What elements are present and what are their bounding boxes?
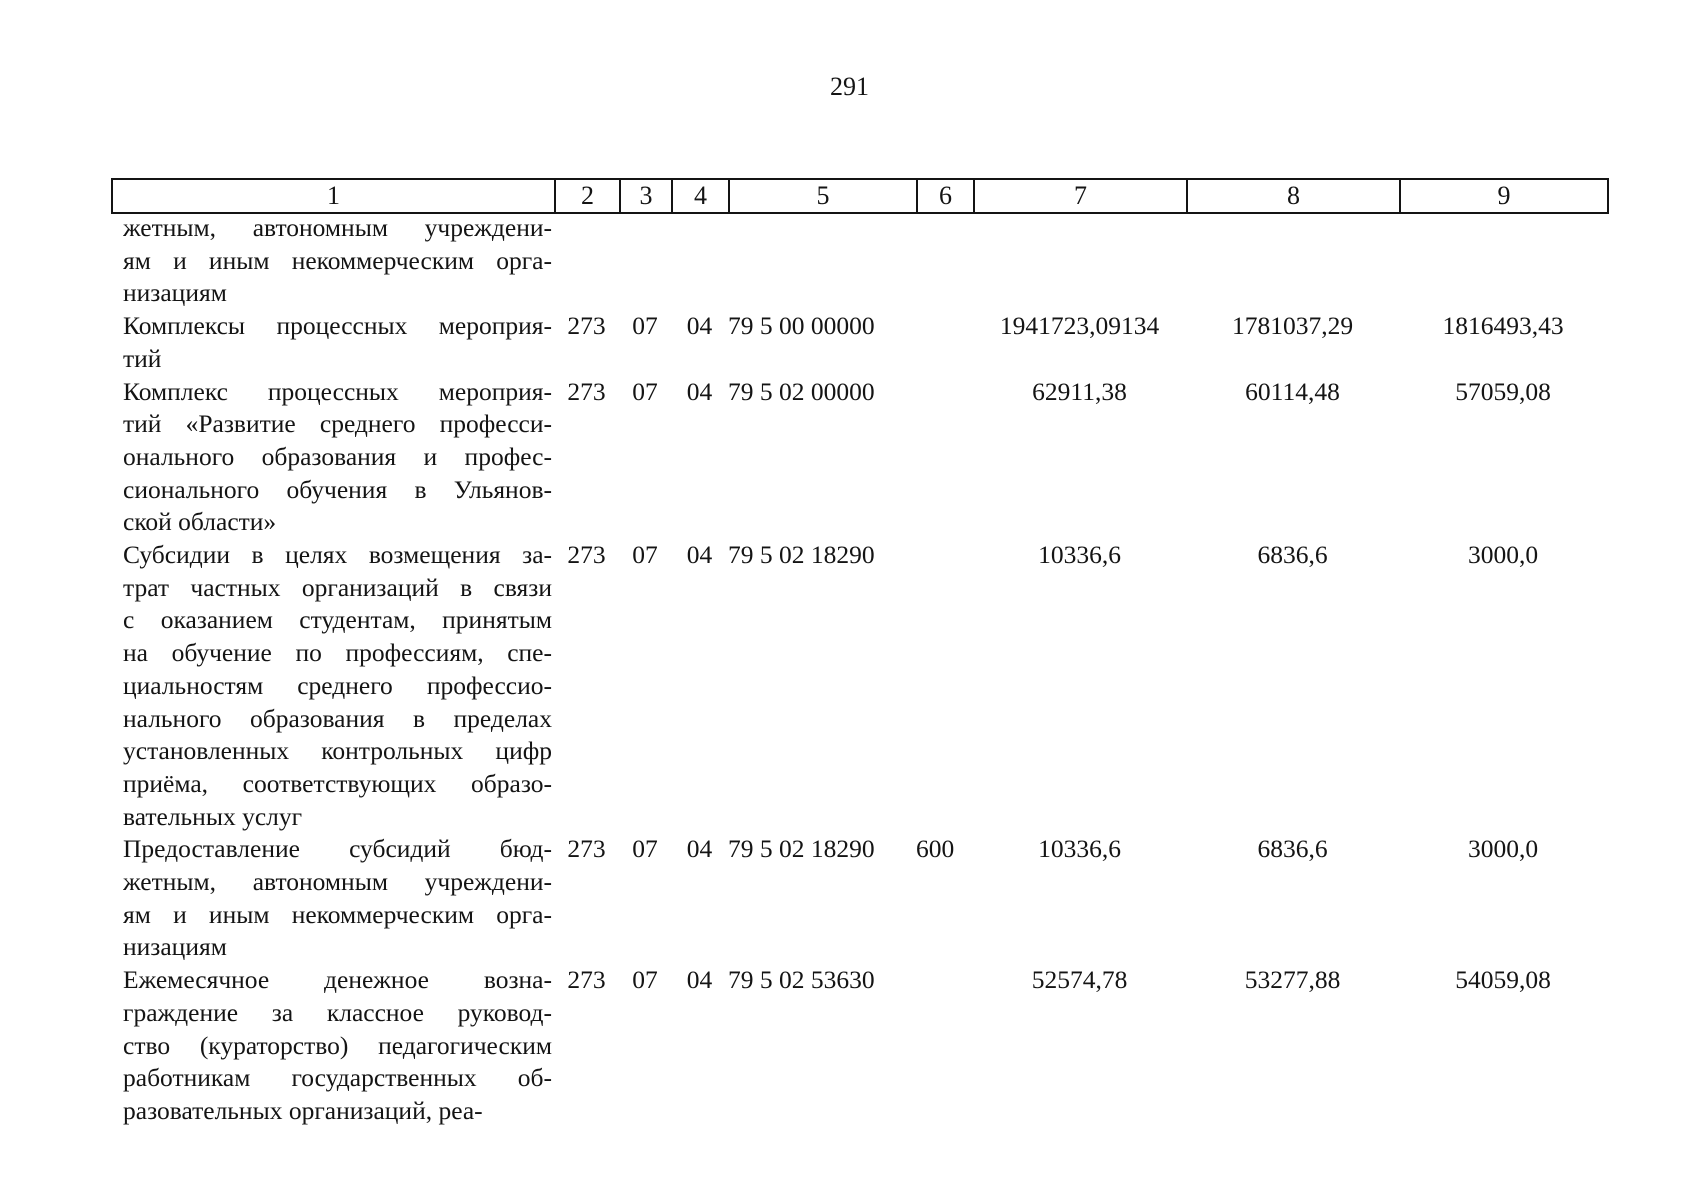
name-line: нального образования в пределах [123,703,552,733]
cell-code-6 [916,964,973,1128]
name-line: низациям [123,932,227,962]
cell-code-3: 07 [632,376,658,406]
cell-name [111,539,554,833]
cell-amount-9 [1399,212,1607,310]
cell-code-2: 273 [567,376,606,406]
cell-code-2: 273 [567,540,606,570]
name-line: трат частных организаций в связи [123,572,552,602]
header-col-5: 5 [729,179,917,213]
cell-code-5: 79 5 00 00000 [728,311,875,341]
name-line: ство (кураторство) педагогическим [123,1030,552,1060]
cell-code-6 [916,376,973,540]
cell-code-2: 273 [567,311,606,341]
cell-code-3: 07 [632,834,658,864]
name-line: работникам государственных об- [123,1063,552,1093]
name-line: онального образования и профес- [123,441,552,471]
cell-code-4: 04 [686,834,713,864]
header-col-3: 3 [620,179,672,213]
cell-name [111,310,554,375]
cell-code-6 [916,310,973,375]
cell-code-6 [916,212,973,310]
cell-code-5: 79 5 02 18290 [728,834,875,864]
cell-code-4: 04 [686,540,713,570]
cell-amount-7: 10336,6 [1038,834,1121,864]
cell-amount-8: 6836,6 [1257,540,1328,570]
cell-amount-9: 1816493,43 [1442,311,1564,341]
cell-code-2: 273 [567,965,606,995]
cell-code-6 [916,539,973,833]
header-col-7: 7 [974,179,1187,213]
cell-amount-8: 1781037,29 [1231,311,1354,341]
name-line: Субсидии в целях возмещения за- [123,540,552,570]
name-line: сионального обучения в Ульянов- [123,474,552,504]
cell-code-3: 07 [632,965,658,995]
cell-name [111,833,554,964]
table-row [111,310,1607,375]
cell-amount-8 [1186,212,1399,310]
cell-code-3: 07 [632,311,658,341]
cell-amount-7 [973,212,1186,310]
cell-code-5 [728,212,916,310]
cell-code-4: 04 [686,311,713,341]
cell-code-5: 79 5 02 00000 [728,376,875,406]
table-row [111,833,1607,964]
cell-code-2: 273 [567,834,606,864]
table-row [111,376,1607,540]
name-line: жетным, автономным учреждени- [123,213,552,242]
name-line: тий «Развитие среднего професси- [123,409,552,439]
name-line: Предоставление субсидий бюд- [123,834,552,864]
cell-amount-7: 62911,38 [1032,376,1127,406]
table-body [111,212,1607,1128]
header-row [112,179,1608,213]
budget-table [111,212,1607,1128]
name-line: разовательных организаций, реа- [123,1095,483,1125]
cell-amount-8: 6836,6 [1257,834,1328,864]
cell-code-3 [619,212,671,310]
cell-amount-8: 53277,88 [1244,965,1341,995]
header-col-9: 9 [1400,179,1608,213]
table-row [111,539,1607,833]
cell-code-3: 07 [632,540,658,570]
cell-name [111,376,554,540]
cell-amount-9: 57059,08 [1455,376,1551,406]
header-col-8: 8 [1187,179,1400,213]
name-line: приёма, соответствующих образо- [123,768,552,798]
name-line: с оказанием студентам, принятым [123,605,552,635]
cell-code-6: 600 [916,834,955,864]
name-line: Ежемесячное денежное возна- [123,965,552,995]
cell-code-4: 04 [686,965,713,995]
name-line: ям и иным некоммерческим орга- [123,245,552,275]
page-number: 291 [830,72,869,101]
header-col-6: 6 [917,179,974,213]
name-line: ям и иным некоммерческим орга- [123,899,552,929]
cell-amount-8: 60114,48 [1245,376,1340,406]
name-line: вательных услуг [123,801,303,831]
header-col-2: 2 [555,179,620,213]
cell-name [111,212,554,310]
cell-code-4 [671,212,728,310]
table-header [111,178,1609,214]
cell-code-4: 04 [686,376,713,406]
table-row [111,964,1607,1128]
name-line: низациям [123,278,227,308]
name-line: граждение за классное руковод- [123,997,552,1027]
cell-amount-9: 3000,0 [1467,540,1539,570]
cell-code-5: 79 5 02 18290 [728,540,875,570]
cell-amount-7: 52574,78 [1031,965,1128,995]
table-row [111,212,1607,310]
cell-amount-9: 3000,0 [1467,834,1539,864]
name-line: Комплексы процессных мероприя- [123,311,552,341]
cell-name [111,964,554,1128]
header-col-4: 4 [672,179,729,213]
name-line: на обучение по профессиям, спе- [123,638,552,668]
cell-code-2 [554,212,619,310]
cell-amount-7: 10336,6 [1038,540,1121,570]
cell-amount-9: 54059,08 [1455,965,1551,995]
name-line: установленных контрольных цифр [123,736,552,766]
cell-amount-7: 1941723,09134 [999,311,1160,341]
header-col-1: 1 [112,179,555,213]
cell-code-5: 79 5 02 53630 [728,965,875,995]
name-line: Комплекс процессных мероприя- [123,376,552,406]
name-line: циальностям среднего профессио- [123,670,552,700]
name-line: жетным, автономным учреждени- [123,867,552,897]
name-line: тий [123,343,162,373]
name-line: ской области» [123,507,277,537]
